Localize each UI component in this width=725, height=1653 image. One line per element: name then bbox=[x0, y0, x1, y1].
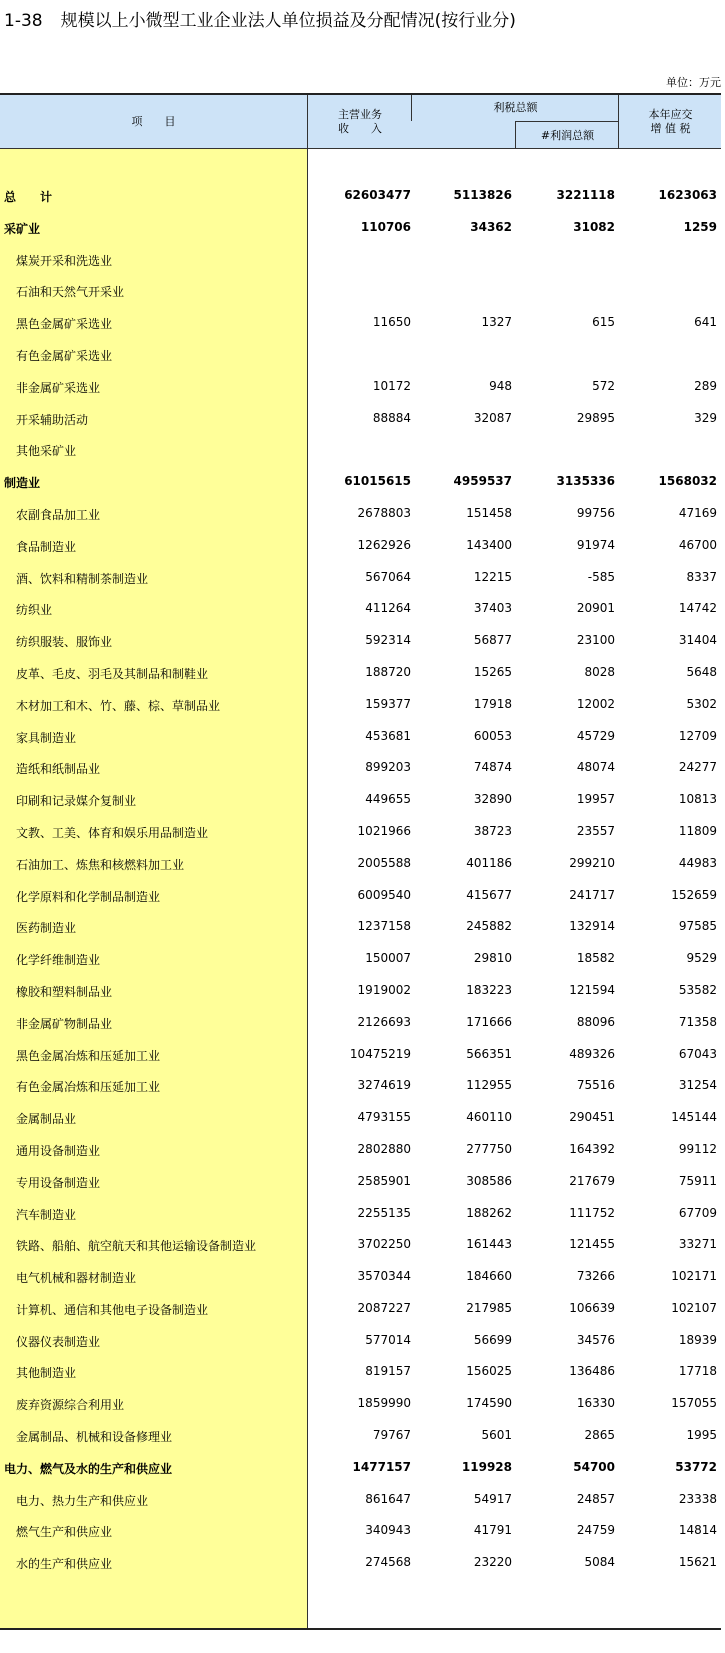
row-label: 非金属矿物制品业 bbox=[16, 1016, 113, 1031]
vat-cell: 31404 bbox=[678, 633, 717, 648]
revenue-cell: 592314 bbox=[365, 633, 411, 648]
revenue-cell: 577014 bbox=[365, 1332, 411, 1347]
profit-tax-cell: 188262 bbox=[466, 1205, 512, 1220]
table-row bbox=[0, 689, 721, 721]
profit-cell: 73266 bbox=[576, 1269, 615, 1284]
header-vat bbox=[618, 95, 722, 148]
profit-cell: 12002 bbox=[576, 696, 615, 711]
table-row bbox=[0, 434, 721, 466]
table-row bbox=[0, 1261, 721, 1293]
profit-tax-cell: 415677 bbox=[466, 887, 512, 902]
profit-cell: 3135336 bbox=[556, 474, 615, 489]
profit-tax-cell: 32890 bbox=[473, 792, 512, 807]
profit-tax-cell: 460110 bbox=[466, 1110, 512, 1125]
table-header bbox=[0, 95, 721, 149]
revenue-cell: 11650 bbox=[372, 315, 411, 330]
row-label: 金属制品、机械和设备修理业 bbox=[16, 1430, 173, 1445]
profit-cell: 111752 bbox=[569, 1205, 615, 1220]
profit-cell: 572 bbox=[592, 378, 615, 393]
profit-cell: 48074 bbox=[576, 760, 615, 775]
vat-cell: 17718 bbox=[678, 1364, 717, 1379]
vat-cell: 1623063 bbox=[658, 188, 717, 202]
vat-cell: 47169 bbox=[678, 505, 717, 520]
revenue-cell: 2126693 bbox=[357, 1014, 411, 1029]
row-label: 计算机、通信和其他电子设备制造业 bbox=[16, 1302, 209, 1317]
revenue-cell: 2585901 bbox=[357, 1173, 411, 1188]
row-label: 专用设备制造业 bbox=[16, 1175, 101, 1190]
profit-cell: 132914 bbox=[569, 919, 615, 934]
table-row bbox=[0, 1229, 721, 1261]
vat-cell: 18939 bbox=[678, 1332, 717, 1347]
vat-cell: 11809 bbox=[678, 823, 717, 838]
vat-cell: 329 bbox=[694, 410, 717, 425]
profit-cell: 24857 bbox=[576, 1491, 615, 1506]
profit-cell: 8028 bbox=[584, 664, 615, 679]
profit-tax-cell: 56877 bbox=[473, 633, 512, 648]
table-row bbox=[0, 784, 721, 816]
header-vat-line2: 增 值 税 bbox=[650, 121, 691, 135]
profit-cell: 34576 bbox=[576, 1332, 615, 1347]
row-label: 通用设备制造业 bbox=[16, 1143, 101, 1158]
row-label: 化学原料和化学制品制造业 bbox=[16, 889, 161, 904]
vat-cell: 102107 bbox=[671, 1300, 717, 1315]
row-label: 黑色金属矿采选业 bbox=[16, 317, 113, 332]
table-body bbox=[0, 180, 721, 1579]
revenue-cell: 2802880 bbox=[357, 1141, 411, 1156]
row-label: 纺织服装、服饰业 bbox=[16, 635, 113, 650]
revenue-cell: 340943 bbox=[365, 1523, 411, 1538]
profit-cell: 164392 bbox=[569, 1141, 615, 1156]
row-label: 金属制品业 bbox=[16, 1112, 77, 1127]
revenue-cell: 2087227 bbox=[357, 1300, 411, 1315]
revenue-cell: 62603477 bbox=[344, 188, 411, 202]
row-label: 皮革、毛皮、羽毛及其制品和制鞋业 bbox=[16, 666, 209, 681]
profit-cell: 99756 bbox=[576, 505, 615, 520]
vat-cell: 33271 bbox=[678, 1237, 717, 1252]
row-label: 有色金属冶炼和压延加工业 bbox=[16, 1080, 161, 1095]
revenue-cell: 1021966 bbox=[357, 823, 411, 838]
row-label: 汽车制造业 bbox=[16, 1207, 77, 1222]
revenue-cell: 159377 bbox=[365, 696, 411, 711]
profit-tax-cell: 5601 bbox=[481, 1428, 512, 1443]
profit-tax-cell: 171666 bbox=[466, 1014, 512, 1029]
vat-cell: 5302 bbox=[686, 696, 717, 711]
row-label: 铁路、船舶、航空航天和其他运输设备制造业 bbox=[16, 1239, 257, 1254]
table-row bbox=[0, 1102, 721, 1134]
profit-cell: 290451 bbox=[569, 1110, 615, 1125]
profit-cell: 54700 bbox=[573, 1459, 615, 1474]
table-row bbox=[0, 403, 721, 435]
vat-cell: 152659 bbox=[671, 887, 717, 902]
vat-cell: 24277 bbox=[678, 760, 717, 775]
profit-cell: 5084 bbox=[584, 1555, 615, 1570]
revenue-cell: 6009540 bbox=[357, 887, 411, 902]
row-label: 水的生产和供应业 bbox=[16, 1557, 113, 1572]
row-label: 印刷和记录媒介复制业 bbox=[16, 794, 137, 809]
table-row bbox=[0, 212, 721, 244]
revenue-cell: 10475219 bbox=[349, 1046, 411, 1061]
profit-tax-cell: 38723 bbox=[473, 823, 512, 838]
profit-tax-cell: 17918 bbox=[473, 696, 512, 711]
profit-tax-cell: 143400 bbox=[466, 537, 512, 552]
vat-cell: 641 bbox=[694, 315, 717, 330]
profit-tax-cell: 60053 bbox=[473, 728, 512, 743]
table-row bbox=[0, 1452, 721, 1484]
profit-cell: 18582 bbox=[576, 951, 615, 966]
table-row bbox=[0, 275, 721, 307]
profit-tax-cell: 401186 bbox=[466, 855, 512, 870]
profit-tax-cell: 151458 bbox=[466, 505, 512, 520]
row-label: 医药制造业 bbox=[16, 921, 77, 936]
profit-tax-cell: 4959537 bbox=[453, 474, 512, 489]
profit-tax-cell: 1327 bbox=[481, 315, 512, 330]
row-label: 仪器仪表制造业 bbox=[16, 1334, 101, 1349]
row-label: 其他制造业 bbox=[16, 1366, 77, 1381]
revenue-cell: 2678803 bbox=[357, 505, 411, 520]
revenue-cell: 1859990 bbox=[357, 1396, 411, 1411]
profit-cell: 31082 bbox=[573, 219, 615, 234]
profit-cell: 241717 bbox=[569, 887, 615, 902]
row-label: 石油加工、炼焦和核燃料加工业 bbox=[16, 857, 185, 872]
table-title: 规模以上小微型工业企业法人单位损益及分配情况(按行业分) bbox=[60, 11, 516, 31]
revenue-cell: 2255135 bbox=[357, 1205, 411, 1220]
profit-tax-cell: 112955 bbox=[466, 1078, 512, 1093]
profit-cell: 2865 bbox=[584, 1428, 615, 1443]
profit-cell: 20901 bbox=[576, 601, 615, 616]
revenue-cell: 79767 bbox=[372, 1428, 411, 1443]
revenue-cell: 1919002 bbox=[357, 982, 411, 997]
vat-cell: 289 bbox=[694, 378, 717, 393]
profit-tax-cell: 74874 bbox=[473, 760, 512, 775]
row-label: 文教、工美、体育和娱乐用品制造业 bbox=[16, 825, 209, 840]
vat-cell: 14742 bbox=[678, 601, 717, 616]
table-row bbox=[0, 911, 721, 943]
revenue-cell: 899203 bbox=[365, 760, 411, 775]
table-row bbox=[0, 371, 721, 403]
vat-cell: 67043 bbox=[678, 1046, 717, 1061]
profit-cell: 16330 bbox=[576, 1396, 615, 1411]
table-row bbox=[0, 752, 721, 784]
profit-tax-cell: 184660 bbox=[466, 1269, 512, 1284]
table-row bbox=[0, 1484, 721, 1516]
profit-cell: 88096 bbox=[576, 1014, 615, 1029]
table-row bbox=[0, 498, 721, 530]
row-label: 废弃资源综合利用业 bbox=[16, 1398, 125, 1413]
revenue-cell: 567064 bbox=[365, 569, 411, 584]
revenue-cell: 3702250 bbox=[357, 1237, 411, 1252]
table-row bbox=[0, 1420, 721, 1452]
row-label: 非金属矿采选业 bbox=[16, 380, 101, 395]
table-row bbox=[0, 339, 721, 371]
profit-cell: 24759 bbox=[576, 1523, 615, 1538]
revenue-cell: 453681 bbox=[365, 728, 411, 743]
table-row bbox=[0, 1039, 721, 1071]
table-row bbox=[0, 593, 721, 625]
vat-cell: 145144 bbox=[671, 1110, 717, 1125]
vat-cell: 31254 bbox=[678, 1078, 717, 1093]
table-row bbox=[0, 848, 721, 880]
revenue-cell: 411264 bbox=[365, 601, 411, 616]
row-label: 农副食品加工业 bbox=[16, 507, 101, 522]
table-row bbox=[0, 1007, 721, 1039]
profit-tax-cell: 37403 bbox=[473, 601, 512, 616]
vat-cell: 12709 bbox=[678, 728, 717, 743]
profit-cell: 299210 bbox=[569, 855, 615, 870]
vat-cell: 53772 bbox=[675, 1459, 717, 1474]
row-label: 黑色金属冶炼和压延加工业 bbox=[16, 1048, 161, 1063]
table-row bbox=[0, 816, 721, 848]
revenue-cell: 449655 bbox=[365, 792, 411, 807]
table-row bbox=[0, 1325, 721, 1357]
profit-tax-cell: 277750 bbox=[466, 1141, 512, 1156]
profit-cell: 45729 bbox=[576, 728, 615, 743]
row-label: 其他采矿业 bbox=[16, 444, 77, 459]
profit-tax-cell: 12215 bbox=[473, 569, 512, 584]
profit-tax-cell: 183223 bbox=[466, 982, 512, 997]
row-label: 木材加工和木、竹、藤、棕、草制品业 bbox=[16, 698, 221, 713]
revenue-cell: 861647 bbox=[365, 1491, 411, 1506]
row-label: 煤炭开采和洗选业 bbox=[16, 253, 113, 268]
header-revenue bbox=[307, 95, 412, 148]
row-label: 电力、热力生产和供应业 bbox=[16, 1493, 149, 1508]
header-item: 项 目 bbox=[131, 114, 176, 128]
table-row bbox=[0, 880, 721, 912]
table-row bbox=[0, 466, 721, 498]
profit-cell: 75516 bbox=[576, 1078, 615, 1093]
table-number: 1-38 bbox=[4, 11, 43, 31]
vat-cell: 71358 bbox=[678, 1014, 717, 1029]
profit-cell: 489326 bbox=[569, 1046, 615, 1061]
vat-cell: 23338 bbox=[678, 1491, 717, 1506]
profit-tax-cell: 119928 bbox=[461, 1459, 512, 1474]
header-profit: #利润总额 bbox=[515, 121, 619, 149]
table-row bbox=[0, 1134, 721, 1166]
page-title bbox=[4, 6, 516, 31]
table-row bbox=[0, 1070, 721, 1102]
profit-cell: 29895 bbox=[576, 410, 615, 425]
profit-cell: 121455 bbox=[569, 1237, 615, 1252]
table-row bbox=[0, 307, 721, 339]
row-label: 家具制造业 bbox=[16, 730, 77, 745]
revenue-cell: 3570344 bbox=[357, 1269, 411, 1284]
table-row bbox=[0, 1198, 721, 1230]
profit-cell: 615 bbox=[592, 315, 615, 330]
revenue-cell: 274568 bbox=[365, 1555, 411, 1570]
vat-cell: 99112 bbox=[678, 1141, 717, 1156]
table-row bbox=[0, 1356, 721, 1388]
table-row bbox=[0, 1547, 721, 1579]
revenue-cell: 4793155 bbox=[357, 1110, 411, 1125]
profit-tax-cell: 23220 bbox=[473, 1555, 512, 1570]
revenue-cell: 150007 bbox=[365, 951, 411, 966]
row-label: 橡胶和塑料制品业 bbox=[16, 984, 113, 999]
row-label: 制造业 bbox=[4, 476, 41, 491]
vat-cell: 67709 bbox=[678, 1205, 717, 1220]
table-row bbox=[0, 657, 721, 689]
row-label: 食品制造业 bbox=[16, 539, 77, 554]
profit-tax-cell: 54917 bbox=[473, 1491, 512, 1506]
revenue-cell: 188720 bbox=[365, 664, 411, 679]
vat-cell: 44983 bbox=[678, 855, 717, 870]
profit-tax-cell: 32087 bbox=[473, 410, 512, 425]
row-label: 总 计 bbox=[4, 190, 53, 204]
unit-label: 单位：万元 bbox=[666, 76, 721, 89]
profit-tax-cell: 948 bbox=[489, 378, 512, 393]
table-row bbox=[0, 975, 721, 1007]
revenue-cell: 1237158 bbox=[357, 919, 411, 934]
row-label: 燃气生产和供应业 bbox=[16, 1525, 113, 1540]
profit-tax-cell: 245882 bbox=[466, 919, 512, 934]
profit-tax-cell: 41791 bbox=[473, 1523, 512, 1538]
vat-cell: 75911 bbox=[678, 1173, 717, 1188]
profit-cell: 106639 bbox=[569, 1300, 615, 1315]
header-vat-line1: 本年应交 bbox=[648, 107, 693, 121]
profit-tax-cell: 217985 bbox=[466, 1300, 512, 1315]
row-label: 石油和天然气开采业 bbox=[16, 285, 125, 300]
table-row bbox=[0, 1515, 721, 1547]
row-label: 开采辅助活动 bbox=[16, 412, 89, 427]
profit-tax-cell: 29810 bbox=[473, 951, 512, 966]
profit-tax-cell: 156025 bbox=[466, 1364, 512, 1379]
revenue-cell: 2005588 bbox=[357, 855, 411, 870]
profit-tax-cell: 56699 bbox=[473, 1332, 512, 1347]
table-row bbox=[0, 625, 721, 657]
table-row bbox=[0, 180, 721, 212]
row-label: 电力、燃气及水的生产和供应业 bbox=[4, 1461, 173, 1476]
vat-cell: 10813 bbox=[678, 792, 717, 807]
revenue-cell: 10172 bbox=[372, 378, 411, 393]
profit-tax-cell: 15265 bbox=[473, 664, 512, 679]
revenue-cell: 1262926 bbox=[357, 537, 411, 552]
revenue-cell: 1477157 bbox=[352, 1459, 411, 1474]
row-label: 纺织业 bbox=[16, 603, 53, 618]
profit-cell: 19957 bbox=[576, 792, 615, 807]
table-row bbox=[0, 1293, 721, 1325]
vat-cell: 1259 bbox=[683, 219, 717, 234]
profit-tax-cell: 5113826 bbox=[453, 188, 512, 202]
header-revenue-line1: 主营业务 bbox=[338, 107, 382, 121]
profit-cell: 121594 bbox=[569, 982, 615, 997]
row-label: 电气机械和器材制造业 bbox=[16, 1271, 137, 1286]
header-revenue-line2: 收 入 bbox=[338, 121, 382, 135]
profit-cell: -585 bbox=[587, 569, 615, 584]
profit-cell: 3221118 bbox=[556, 188, 615, 202]
vat-cell: 15621 bbox=[678, 1555, 717, 1570]
profit-tax-cell: 174590 bbox=[466, 1396, 512, 1411]
revenue-cell: 88884 bbox=[372, 410, 411, 425]
table-row bbox=[0, 1388, 721, 1420]
revenue-cell: 61015615 bbox=[344, 474, 411, 489]
vat-cell: 53582 bbox=[678, 982, 717, 997]
vat-cell: 157055 bbox=[671, 1396, 717, 1411]
vat-cell: 97585 bbox=[678, 919, 717, 934]
row-label: 酒、饮料和精制茶制造业 bbox=[16, 571, 149, 586]
table-row bbox=[0, 530, 721, 562]
row-label: 采矿业 bbox=[4, 221, 41, 236]
revenue-cell: 819157 bbox=[365, 1364, 411, 1379]
vat-cell: 9529 bbox=[686, 951, 717, 966]
table-row bbox=[0, 721, 721, 753]
profit-tax-cell: 566351 bbox=[466, 1046, 512, 1061]
vat-cell: 46700 bbox=[678, 537, 717, 552]
vat-cell: 14814 bbox=[678, 1523, 717, 1538]
table-row bbox=[0, 562, 721, 594]
vat-cell: 1995 bbox=[686, 1428, 717, 1443]
profit-tax-cell: 161443 bbox=[466, 1237, 512, 1252]
profit-cell: 136486 bbox=[569, 1364, 615, 1379]
table-row bbox=[0, 1166, 721, 1198]
row-label: 有色金属矿采选业 bbox=[16, 348, 113, 363]
vat-cell: 8337 bbox=[686, 569, 717, 584]
row-label: 造纸和纸制品业 bbox=[16, 762, 101, 777]
row-label: 化学纤维制造业 bbox=[16, 953, 101, 968]
profit-tax-cell: 308586 bbox=[466, 1173, 512, 1188]
profit-tax-cell: 34362 bbox=[470, 219, 512, 234]
vat-cell: 102171 bbox=[671, 1269, 717, 1284]
profit-cell: 91974 bbox=[576, 537, 615, 552]
table-row bbox=[0, 943, 721, 975]
revenue-cell: 110706 bbox=[360, 219, 411, 234]
table-row bbox=[0, 244, 721, 276]
vat-cell: 5648 bbox=[686, 664, 717, 679]
bottom-rule bbox=[0, 1628, 721, 1630]
profit-cell: 23557 bbox=[576, 823, 615, 838]
profit-cell: 23100 bbox=[576, 633, 615, 648]
profit-cell: 217679 bbox=[569, 1173, 615, 1188]
header-profit-tax: 利税总额 bbox=[411, 95, 619, 121]
vat-cell: 1568032 bbox=[658, 474, 717, 489]
revenue-cell: 3274619 bbox=[357, 1078, 411, 1093]
